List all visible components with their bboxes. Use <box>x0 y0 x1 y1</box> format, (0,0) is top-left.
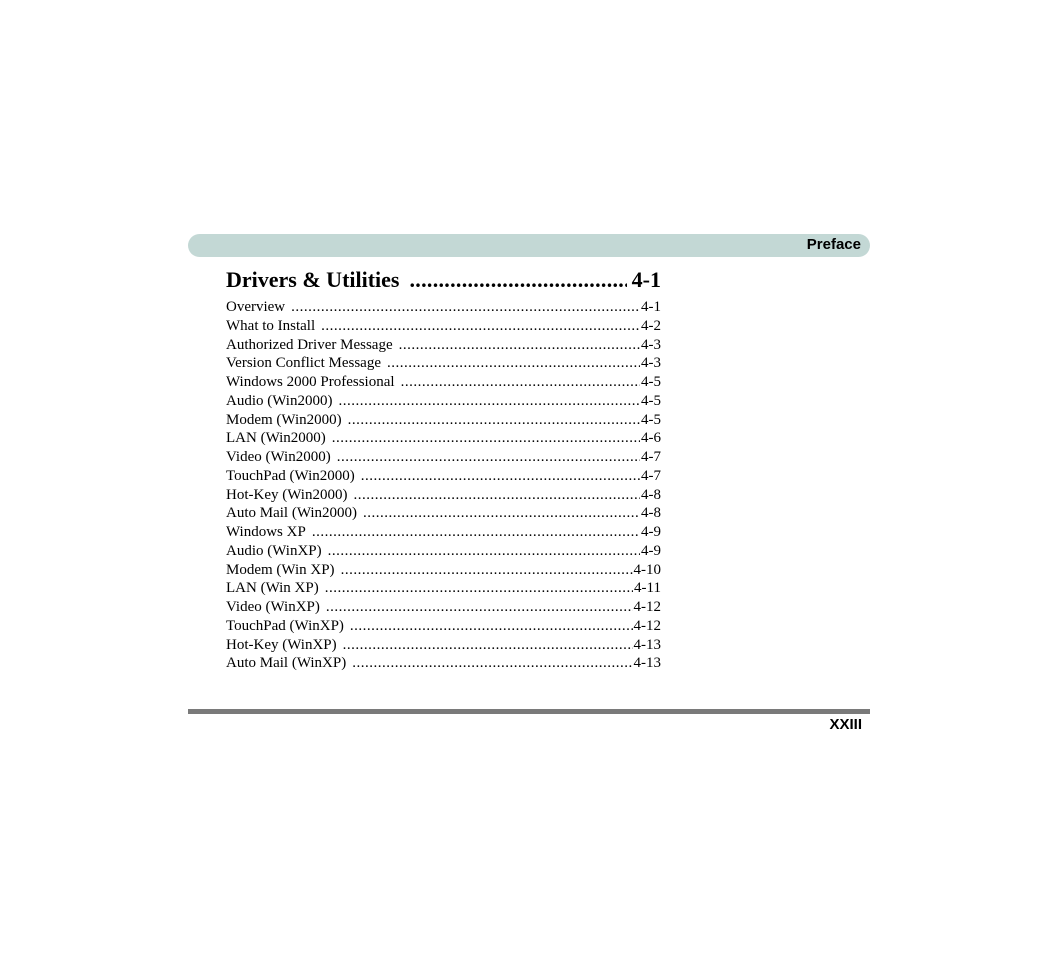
toc-entry[interactable] <box>226 654 661 673</box>
toc-chapter-entry[interactable] <box>226 266 661 294</box>
dot-leader <box>337 448 640 467</box>
toc-entry[interactable] <box>226 411 661 430</box>
entry-page: 4-10 <box>633 561 661 578</box>
entry-page: 4-12 <box>633 599 661 615</box>
toc-entry[interactable] <box>226 298 661 317</box>
entry-page: 4-11 <box>634 580 661 597</box>
entry-title: Audio (Win2000) <box>226 392 333 409</box>
entry-title: Video (Win2000) <box>226 449 331 465</box>
entry-page: 4-6 <box>641 430 661 447</box>
entry-title: Audio (WinXP) <box>226 542 322 559</box>
toc-entry[interactable] <box>226 317 661 336</box>
entry-title: LAN (Win XP) <box>226 580 319 597</box>
toc-entry[interactable] <box>226 636 661 655</box>
toc-entry[interactable] <box>226 579 661 598</box>
chapter-page: 4-1 <box>631 267 661 292</box>
toc-entry[interactable] <box>226 561 661 580</box>
entry-page: 4-12 <box>633 617 661 634</box>
toc-entry[interactable] <box>226 392 661 411</box>
dot-leader <box>361 467 640 486</box>
entry-page: 4-2 <box>641 317 661 334</box>
entry-title: Version Conflict Message <box>226 355 381 372</box>
entry-page: 4-8 <box>641 486 661 503</box>
entry-title: Windows XP <box>226 524 306 540</box>
dot-leader <box>312 523 640 542</box>
entry-page: 4-9 <box>641 524 661 540</box>
toc-entry[interactable] <box>226 467 661 486</box>
entry-page: 4-8 <box>641 505 661 522</box>
entry-title: Video (WinXP) <box>226 599 320 615</box>
entry-title: Hot-Key (WinXP) <box>226 636 337 653</box>
entry-page: 4-5 <box>641 392 661 409</box>
entry-page: 4-7 <box>641 467 661 484</box>
entry-title: Hot-Key (Win2000) <box>226 486 348 503</box>
dot-leader <box>341 561 633 580</box>
dot-leader <box>399 336 640 355</box>
entry-title: What to Install <box>226 317 316 334</box>
entry-title: Windows 2000 Professional <box>226 374 395 390</box>
entry-title: Modem (Win2000) <box>226 411 342 428</box>
dot-leader <box>350 617 633 636</box>
toc-entry[interactable] <box>226 336 661 355</box>
dot-leader <box>332 429 640 448</box>
dot-leader <box>326 598 633 617</box>
footer-divider <box>188 709 870 714</box>
dot-leader <box>352 654 632 673</box>
dot-leader <box>328 542 640 561</box>
dot-leader <box>321 317 640 336</box>
toc-entry[interactable] <box>226 429 661 448</box>
dot-leader <box>363 504 640 523</box>
entry-title: Overview <box>226 299 286 315</box>
dot-leader <box>338 392 640 411</box>
toc-entry[interactable] <box>226 486 661 505</box>
toc-entry[interactable] <box>226 617 661 636</box>
entry-page: 4-9 <box>641 542 661 559</box>
entry-title: Auto Mail (WinXP) <box>226 655 347 672</box>
header-bar <box>188 234 870 257</box>
table-of-contents <box>226 266 661 673</box>
toc-entry[interactable] <box>226 504 661 523</box>
section-label: Preface <box>806 236 861 253</box>
toc-entry[interactable] <box>226 448 661 467</box>
toc-entry[interactable] <box>226 523 661 542</box>
entry-page: 4-13 <box>633 655 661 672</box>
entry-page: 4-5 <box>641 411 661 428</box>
dot-leader <box>401 373 640 392</box>
dot-leader <box>410 266 627 294</box>
entry-page: 4-3 <box>641 336 661 353</box>
dot-leader <box>291 298 640 317</box>
entry-title: Auto Mail (Win2000) <box>226 505 358 522</box>
entry-page: 4-7 <box>641 449 661 465</box>
entry-title: Modem (Win XP) <box>226 561 335 578</box>
dot-leader <box>353 486 640 505</box>
toc-entry[interactable] <box>226 598 661 617</box>
chapter-title: Drivers & Utilities <box>226 267 400 292</box>
entry-page: 4-3 <box>641 355 661 372</box>
dot-leader <box>325 579 633 598</box>
page-number: XXIII <box>829 716 862 733</box>
entry-title: TouchPad (WinXP) <box>226 617 344 634</box>
entry-title: TouchPad (Win2000) <box>226 467 355 484</box>
entry-page: 4-1 <box>641 299 661 315</box>
toc-entry[interactable] <box>226 373 661 392</box>
toc-entry[interactable] <box>226 354 661 373</box>
entry-title: Authorized Driver Message <box>226 336 393 353</box>
entry-page: 4-5 <box>641 374 661 390</box>
dot-leader <box>348 411 640 430</box>
entry-title: LAN (Win2000) <box>226 430 326 447</box>
dot-leader <box>343 636 633 655</box>
entry-page: 4-13 <box>633 636 661 653</box>
dot-leader <box>387 354 640 373</box>
toc-entry[interactable] <box>226 542 661 561</box>
